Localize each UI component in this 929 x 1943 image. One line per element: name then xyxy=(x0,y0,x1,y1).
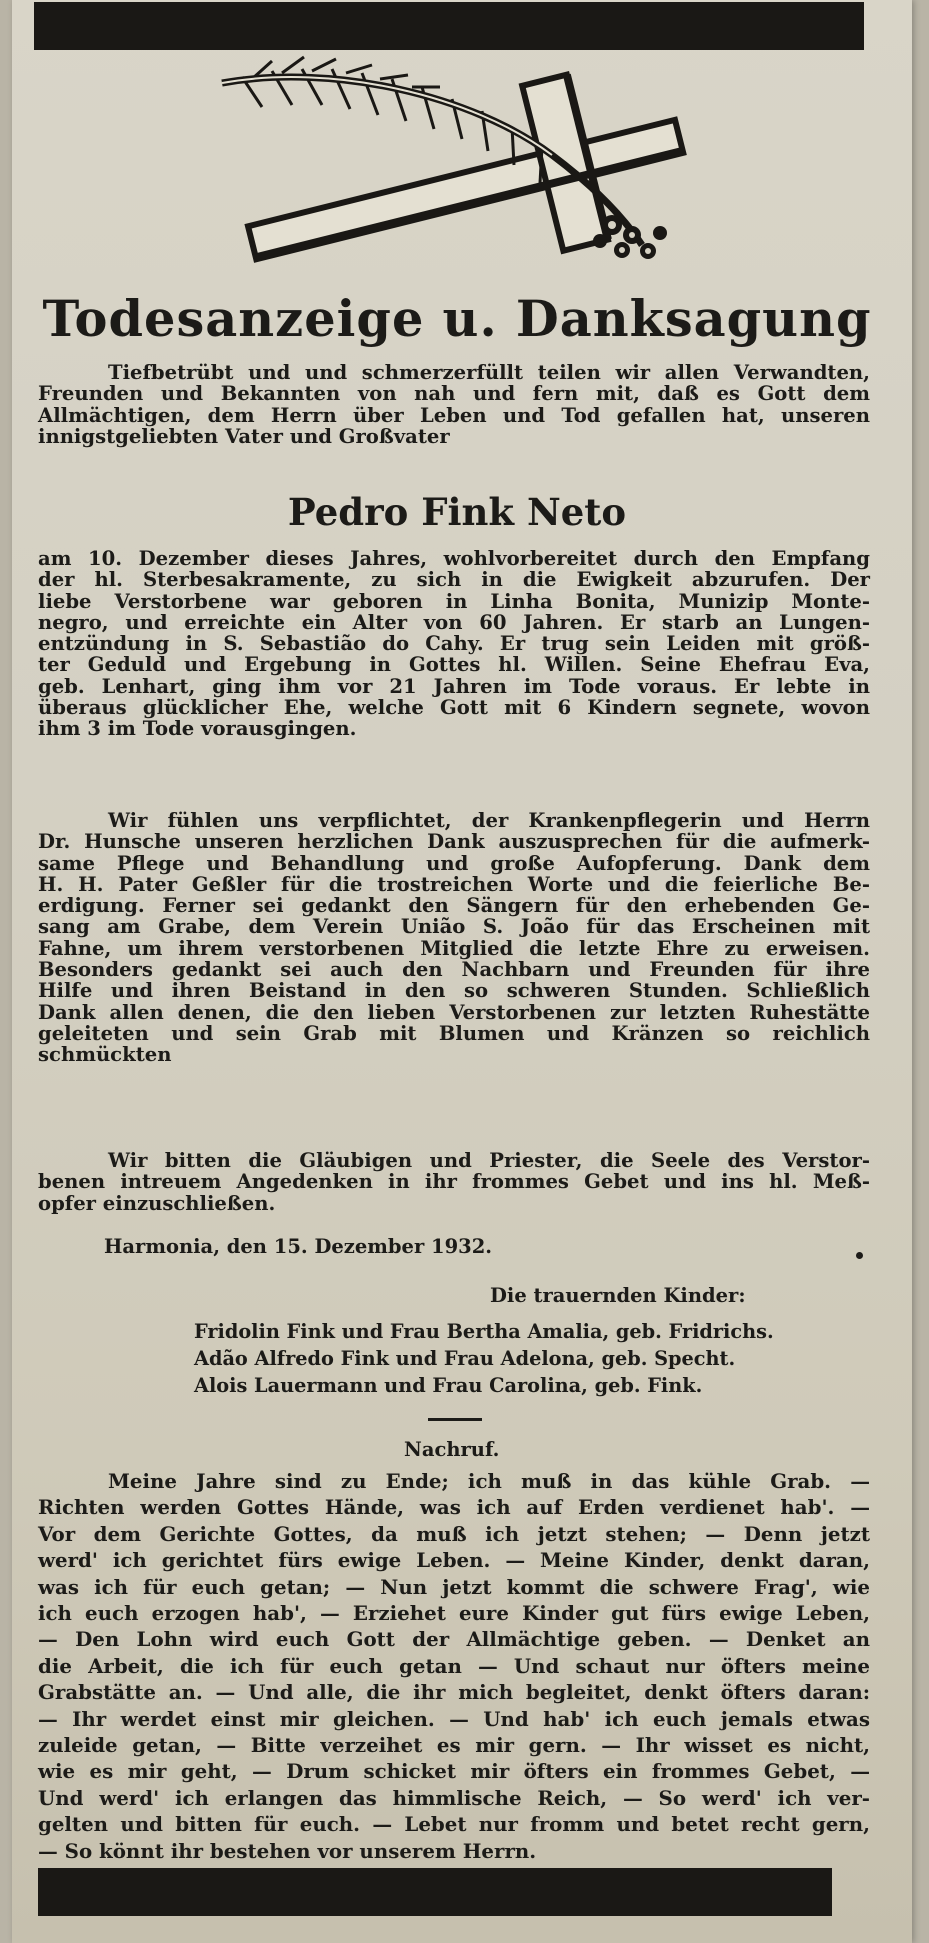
text-line: negro, und erreichte ein Alter von 60 Jahren. Er starb an Lungen- xyxy=(38,610,870,634)
text-line: ich euch erzogen hab', — Erziehet eure Kinder gut fürs ewige Leben, xyxy=(38,1601,870,1626)
section-divider xyxy=(428,1418,482,1421)
text-line: geb. Lenhart, ging ihm vor 21 Jahren im Tode voraus. Er lebte in xyxy=(38,674,870,698)
text-line: Besonders gedankt sei auch den Nachbarn und Freunden für ihre xyxy=(38,958,870,982)
text-line: Tiefbetrübt und und schmerzerfüllt teilen wir allen Verwandten, xyxy=(108,361,870,384)
text-line: am 10. Dezember dieses Jahres, wohlvorbereitet durch den Empfang xyxy=(38,547,870,570)
text-line: gelten und bitten für euch. — Lebet nur fromm und betet recht gern, xyxy=(38,1812,870,1837)
text-line: entzündung in S. Sebastião do Cahy. Er trug sein Leiden mit größ- xyxy=(38,632,870,656)
text-line: zuleide getan, — Bitte verzeihet es mir gern. — Ihr wisset es nicht, xyxy=(38,1733,870,1758)
newspaper-clipping xyxy=(12,0,912,1943)
text-line: Und werd' ich erlangen das himmlische Reich, — So werd' ich ver- xyxy=(38,1785,870,1810)
intro-paragraph xyxy=(38,362,870,447)
children-title: Die trauernden Kinder: xyxy=(490,1284,746,1307)
child-entry: Adão Alfredo Fink und Frau Adelona, geb. Specht. xyxy=(194,1347,736,1370)
child-entry: Alois Lauermann und Frau Carolina, geb. Fink. xyxy=(194,1374,703,1397)
text-line: — Ihr werdet einst mir gleichen. — Und hab' ich euch jemals etwas xyxy=(38,1706,870,1731)
text-line: opfer einzuschließen. xyxy=(38,1191,276,1215)
text-line: die Arbeit, die ich für euch getan — Und schaut nur öfters meine xyxy=(38,1653,870,1678)
thanks-paragraph xyxy=(38,810,870,1066)
nachruf-title: Nachruf. xyxy=(404,1438,500,1461)
text-line: Wir fühlen uns verpflichtet, der Krankenpflegerin und Herrn xyxy=(108,809,870,832)
biography-paragraph xyxy=(38,548,870,740)
text-line: Dank allen denen, die den lieben Verstorbenen zur letzten Ruhestätte xyxy=(38,1000,870,1024)
print-speck xyxy=(856,1252,863,1259)
text-line: wie es mir geht, — Drum schicket mir öfters ein frommes Gebet, — xyxy=(38,1759,870,1784)
child-entry: Fridolin Fink und Frau Bertha Amalia, geb. Fridrichs. xyxy=(194,1320,774,1343)
text-line: — Den Lohn wird euch Gott der Allmächtige geben. — Denket an xyxy=(38,1627,870,1652)
cross-and-palm-icon xyxy=(212,55,712,275)
text-line: Hilfe und ihren Beistand in den so schweren Stunden. Schließlich xyxy=(38,979,870,1003)
text-line: Richten werden Gottes Hände, was ich auf Erden verdienet hab'. — xyxy=(38,1495,870,1520)
text-line: was ich für euch getan; — Nun jetzt kommt die schwere Frag', wie xyxy=(38,1574,870,1599)
text-line: erdigung. Ferner sei gedankt den Sängern für den erhebenden Ge- xyxy=(38,894,870,918)
text-line: Wir bitten die Gläubigen und Priester, die Seele des Verstor- xyxy=(108,1149,870,1172)
children-list xyxy=(194,1318,874,1399)
text-line: benen intreuem Angedenken in ihr frommes Gebet und ins hl. Meß- xyxy=(38,1170,870,1194)
top-black-rule xyxy=(34,2,864,50)
bottom-black-rule xyxy=(38,1868,832,1916)
text-line: Grabstätte an. — Und alle, die ihr mich begleitet, denkt öfters daran: xyxy=(38,1680,870,1705)
text-line: schmückten xyxy=(38,1043,172,1067)
text-line: Dr. Hunsche unseren herzlichen Dank auszusprechen für die aufmerk- xyxy=(38,830,870,854)
place-date: Harmonia, den 15. Dezember 1932. xyxy=(104,1235,493,1258)
text-line: same Pflege und Behandlung und große Aufopferung. Dank dem xyxy=(38,851,870,875)
text-line: Vor dem Gerichte Gottes, da muß ich jetzt stehen; — Denn jetzt xyxy=(38,1521,870,1546)
text-line: werd' ich gerichtet fürs ewige Leben. — Meine Kinder, denkt daran, xyxy=(38,1548,870,1573)
text-line: liebe Verstorbene war geboren in Linha Bonita, Munizip Monte- xyxy=(38,589,870,613)
text-line: Fahne, um ihrem verstorbenen Mitglied die letzte Ehre zu erweisen. xyxy=(38,936,870,960)
text-line: — So könnt ihr bestehen vor unserem Herrn. xyxy=(38,1838,537,1863)
text-line: H. H. Pater Geßler für die trostreichen Worte und die feierliche Be- xyxy=(38,872,870,896)
text-line: innigstgeliebten Vater und Großvater xyxy=(38,424,450,448)
nachruf-paragraph xyxy=(38,1468,870,1864)
text-line: geleiteten und sein Grab mit Blumen und Kränzen so reichlich xyxy=(38,1021,870,1045)
text-line: Allmächtigen, dem Herrn über Leben und Tod gefallen hat, unseren xyxy=(38,403,870,427)
text-line: Freunden und Bekannten von nah und fern mit, daß es Gott dem xyxy=(38,382,870,406)
text-line: Meine Jahre sind zu Ende; ich muß in das kühle Grab. — xyxy=(108,1469,870,1493)
text-line: sang am Grabe, dem Verein União S. João für das Erscheinen mit xyxy=(38,915,870,939)
announcement-heading: Todesanzeige u. Danksagung xyxy=(42,290,872,348)
text-line: ter Geduld und Ergebung in Gottes hl. Willen. Seine Ehefrau Eva, xyxy=(38,653,870,677)
text-line: überaus glücklicher Ehe, welche Gott mit 6 Kindern segnete, wovon xyxy=(38,696,870,720)
text-line: der hl. Sterbesakramente, zu sich in die Ewigkeit abzurufen. Der xyxy=(38,568,870,592)
deceased-name: Pedro Fink Neto xyxy=(287,490,627,534)
prayer-paragraph xyxy=(38,1150,870,1214)
text-line: ihm 3 im Tode vorausgingen. xyxy=(38,717,357,741)
